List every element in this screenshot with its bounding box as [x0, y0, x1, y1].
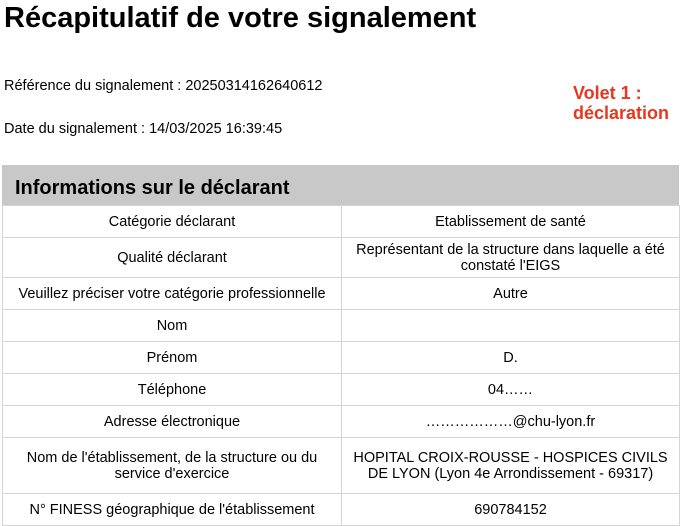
row-label: Nom de l'établissement, de la structure ou du service d'exercice — [3, 438, 342, 494]
row-value — [342, 310, 680, 342]
table-row — [3, 278, 680, 310]
table-row — [3, 238, 680, 278]
table-row — [3, 342, 680, 374]
report-reference: Référence du signalement : 20250314162640612 — [4, 78, 323, 94]
section-title: Informations sur le déclarant — [2, 165, 679, 205]
row-value: HOPITAL CROIX-ROUSSE - HOSPICES CIVILS DE LYON (Lyon 4e Arrondissement - 69317) — [342, 438, 680, 494]
declarant-table — [2, 205, 680, 526]
row-label: Catégorie déclarant — [3, 206, 342, 238]
volet-label — [573, 83, 683, 123]
row-label: Adresse électronique — [3, 406, 342, 438]
table-row — [3, 494, 680, 526]
row-value: Représentant de la structure dans laquelle a été constaté l'EIGS — [342, 238, 680, 278]
table-row — [3, 374, 680, 406]
row-value: Etablissement de santé — [342, 206, 680, 238]
row-label: Veuillez préciser votre catégorie professionnelle — [3, 278, 342, 310]
declarant-section — [2, 165, 679, 526]
row-label: N° FINESS géographique de l'établissement — [3, 494, 342, 526]
row-value: 04…… — [342, 374, 680, 406]
page-title: Récapitulatif de votre signalement — [4, 2, 477, 34]
row-label: Prénom — [3, 342, 342, 374]
row-value: 690784152 — [342, 494, 680, 526]
volet-number: Volet 1 : — [573, 83, 642, 103]
table-row — [3, 206, 680, 238]
report-date: Date du signalement : 14/03/2025 16:39:45 — [4, 121, 283, 137]
row-value: ………………@chu-lyon.fr — [342, 406, 680, 438]
row-label: Qualité déclarant — [3, 238, 342, 278]
row-label: Téléphone — [3, 374, 342, 406]
row-value: Autre — [342, 278, 680, 310]
table-row — [3, 438, 680, 494]
row-value: D. — [342, 342, 680, 374]
volet-name: déclaration — [573, 103, 670, 123]
table-row — [3, 406, 680, 438]
row-label: Nom — [3, 310, 342, 342]
table-row — [3, 310, 680, 342]
